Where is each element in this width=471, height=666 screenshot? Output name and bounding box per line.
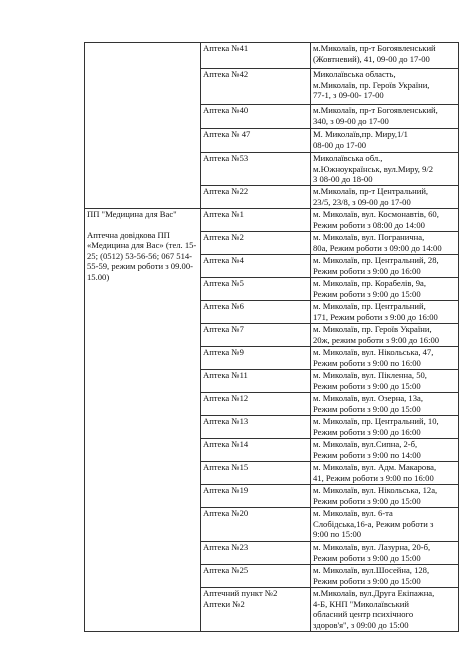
- pharmacy-name-text: Аптека № 47: [203, 129, 251, 139]
- pharmacy-info: [311, 69, 459, 105]
- pharmacy-name: [201, 485, 311, 508]
- pharmacy-info-text: м. Миколаїв, вул.Сипна, 2-б, Режим роботи з 9:00 по 14:00: [313, 439, 421, 460]
- pharmacy-info: [311, 347, 459, 370]
- pharmacy-name: [201, 416, 311, 439]
- pharmacy-info-text: м. Миколаїв, вул. Лазурна, 20-б, Режим роботи з 9:00 до 15:00: [313, 542, 431, 563]
- pharmacy-info: [311, 508, 459, 542]
- table-row: [85, 209, 459, 232]
- pharmacy-name: [201, 324, 311, 347]
- pharmacy-info: [311, 324, 459, 347]
- org-cell: [85, 209, 201, 632]
- pharmacy-name-text: Аптека №25: [203, 565, 249, 575]
- pharmacy-name-text: Аптека №15: [203, 462, 249, 472]
- pharmacy-name-text: Аптека №19: [203, 485, 249, 495]
- pharmacy-info: [311, 186, 459, 209]
- pharmacy-info: [311, 278, 459, 301]
- pharmacy-name-text: Аптека №9: [203, 347, 244, 357]
- pharmacy-info: [311, 588, 459, 632]
- pharmacy-info-text: м. Миколаїв, вул. Пікленна, 50, Режим роботи з 9:00 до 15:00: [313, 370, 427, 391]
- pharmacy-info-text: м. Миколаїв, вул. Нікольська, 47, Режим роботи з 9:00 по 16:00: [313, 347, 434, 368]
- pharmacy-info: [311, 542, 459, 565]
- pharmacy-name-text: Аптека №1: [203, 209, 244, 219]
- pharmacy-name: [201, 508, 311, 542]
- pharmacy-name: [201, 439, 311, 462]
- pharmacy-info: [311, 255, 459, 278]
- pharmacy-info-text: Миколаївська обл., м.Южноукраїнськ, вул.Миру, 9/2 З 08-00 до 18-00: [313, 153, 434, 185]
- pharmacy-name-text: Аптека №5: [203, 278, 244, 288]
- pharmacy-info: [311, 462, 459, 485]
- pharmacy-name-text: Аптека №7: [203, 324, 244, 334]
- pharmacy-name-text: Аптека №12: [203, 393, 249, 403]
- pharmacy-info-text: м. Миколаїв, вул. Озерна, 13а, Режим роботи з 9:00 до 15:00: [313, 393, 423, 414]
- pharmacy-info-text: м. Миколаїв, вул. Нікольська, 12а, Режим роботи з 9:00 до 15:00: [313, 485, 438, 506]
- pharmacy-info: [311, 232, 459, 255]
- pharmacy-name: [201, 462, 311, 485]
- pharmacy-name: [201, 370, 311, 393]
- pharmacy-name: [201, 153, 311, 186]
- pharmacy-name-text: Аптека №6: [203, 301, 244, 311]
- pharmacy-info-text: м. Миколаїв, вул. 6-та Слобідська,16-а, Режим роботи з 9:00 по 15:00: [313, 508, 434, 540]
- org-help-desk: Аптечна довідкова ПП «Медицина для Вас» (тел. 15-25; (0512) 53-56-56; 067 514-55-59, режим роботи з 09.00-15.00): [87, 229, 197, 282]
- pharmacy-info-text: м. Миколаїв, вул.Шосейна, 128, Режим роботи з 9:00 до 15:00: [313, 565, 430, 586]
- pharmacy-info-text: Миколаївська область, м.Миколаїв, пр. Героїв України, 77-1, з 09-00- 17-00: [313, 69, 430, 101]
- pharmacy-name: [201, 129, 311, 153]
- pharmacy-name: [201, 565, 311, 588]
- pharmacy-name-text: Аптека №22: [203, 186, 249, 196]
- pharmacy-info: [311, 129, 459, 153]
- pharmacy-info-text: м.Миколаїв, пр-т Богоявленський, 340, з 09-00 до 17-00: [313, 105, 438, 126]
- pharmacy-name: [201, 186, 311, 209]
- pharmacy-name: [201, 105, 311, 129]
- pharmacy-info: [311, 43, 459, 69]
- pharmacy-table: [84, 42, 459, 632]
- org-cell-empty: [85, 43, 201, 209]
- pharmacy-name-text: Аптечний пункт №2 Аптеки №2: [203, 588, 278, 609]
- pharmacy-name-text: Аптека №20: [203, 508, 249, 518]
- pharmacy-info-text: м. Миколаїв, пр. Центральний, 10, Режим роботи з 9:00 до 16:00: [313, 416, 439, 437]
- pharmacy-name: [201, 588, 311, 632]
- pharmacy-info-text: м.Миколаїв, пр-т Богоявленський (Жовтневий), 41, 09-00 до 17-00: [313, 43, 436, 64]
- pharmacy-name-text: Аптека №42: [203, 69, 249, 79]
- pharmacy-info: [311, 301, 459, 324]
- pharmacy-name-text: Аптека №41: [203, 43, 249, 53]
- pharmacy-info: [311, 153, 459, 186]
- pharmacy-info-text: м. Миколаїв, вул. Погранична, 80а, Режим роботи з 09:00 до 14:00: [313, 232, 442, 253]
- pharmacy-info-text: м.Миколаїв, вул.Друга Екіпажна, 4-Б, КНП "Миколаївський обласний центр психічного здоров'я", з 09:00 до 15:00: [313, 588, 435, 630]
- pharmacy-name: [201, 542, 311, 565]
- pharmacy-info: [311, 105, 459, 129]
- pharmacy-name-text: Аптека №53: [203, 153, 249, 163]
- pharmacy-info-text: М. Миколаїв,пр. Миру,1/1 08-00 до 17-00: [313, 129, 408, 150]
- pharmacy-name: [201, 232, 311, 255]
- org-name: ПП "Медицина для Вас": [87, 209, 177, 219]
- pharmacy-info-text: м.Миколаїв, пр-т Центральний, 23/5, 23/8, з 09-00 до 17-00: [313, 186, 429, 207]
- pharmacy-name: [201, 278, 311, 301]
- pharmacy-name-text: Аптека №14: [203, 439, 249, 449]
- pharmacy-name-text: Аптека №4: [203, 255, 244, 265]
- pharmacy-name-text: Аптека №11: [203, 370, 248, 380]
- pharmacy-info-text: м. Миколаїв, пр. Корабелів, 9а, Режим роботи з 9:00 до 15:00: [313, 278, 427, 299]
- pharmacy-name: [201, 301, 311, 324]
- pharmacy-info: [311, 393, 459, 416]
- pharmacy-name: [201, 393, 311, 416]
- pharmacy-info: [311, 209, 459, 232]
- pharmacy-info-text: м. Миколаїв, вул. Адм. Макарова, 41, Режим роботи з 9:00 по 16:00: [313, 462, 437, 483]
- pharmacy-name-text: Аптека №23: [203, 542, 249, 552]
- pharmacy-name: [201, 69, 311, 105]
- pharmacy-name-text: Аптека №2: [203, 232, 244, 242]
- pharmacy-info: [311, 565, 459, 588]
- pharmacy-name: [201, 347, 311, 370]
- pharmacy-info-text: м. Миколаїв, пр. Центральний, 28, Режим роботи з 9:00 до 16:00: [313, 255, 439, 276]
- table-row: [85, 43, 459, 69]
- pharmacy-name: [201, 255, 311, 278]
- pharmacy-info: [311, 439, 459, 462]
- pharmacy-name-text: Аптека №13: [203, 416, 249, 426]
- pharmacy-name: [201, 43, 311, 69]
- pharmacy-info: [311, 485, 459, 508]
- pharmacy-info-text: м. Миколаїв, вул. Космонавтів, 60, Режим роботи з 08:00 до 14:00: [313, 209, 439, 230]
- pharmacy-name-text: Аптека №40: [203, 105, 249, 115]
- pharmacy-info: [311, 416, 459, 439]
- pharmacy-info: [311, 370, 459, 393]
- pharmacy-name: [201, 209, 311, 232]
- pharmacy-info-text: м. Миколаїв, пр. Героїв України, 20ж, режим роботи з 9:00 до 16:00: [313, 324, 440, 345]
- pharmacy-info-text: м. Миколаїв, пр. Центральний, 171, Режим роботи з 9:00 до 16:00: [313, 301, 438, 322]
